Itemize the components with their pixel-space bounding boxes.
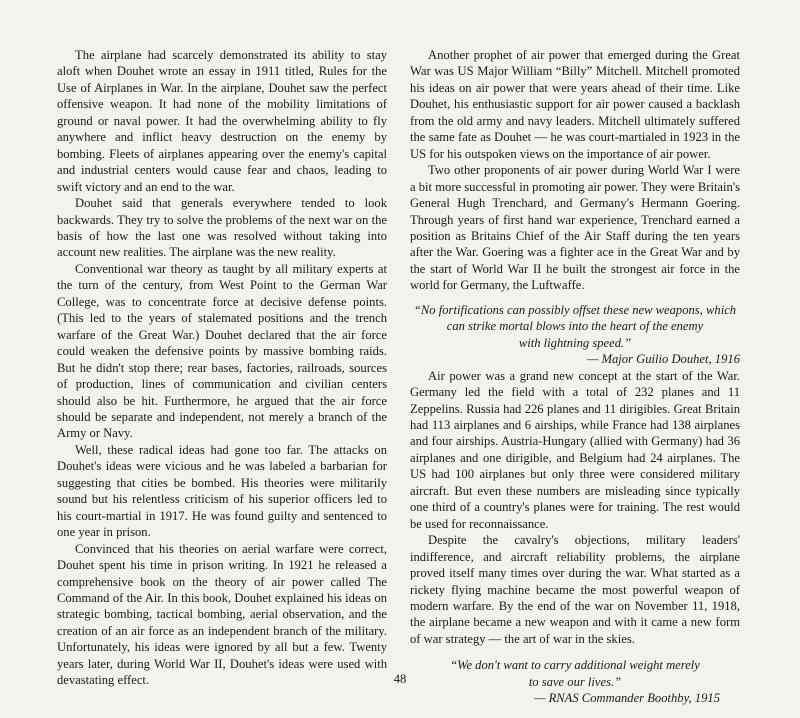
paragraph: Despite the cavalry's objections, military leaders' indifference, and aircraft reliability problems, the airplane proved itself many times over during the war. What started as a rickety flying machine became the most powerful weapon of modern warfare. By the end of the war on November 11, 1918, the airplane became a new weapon and with it came a new form of war strategy — the art of war in the skies. — [410, 533, 740, 646]
page-number: 48 — [393, 672, 407, 686]
quote-line: can strike mortal blows into the heart of the enemy — [446, 319, 704, 334]
quote-line: “We don't want to carry additional weight merely — [450, 658, 700, 673]
paragraph: Convinced that his theories on aerial warfare were correct, Douhet spent his time in prison writing. In 1921 he released a comprehensive book on the theory of air power called The Command of the Air. In this book, Douhet explained his ideas on strategic bombing, tactical bombing, aerial observation, and the creation of an air force as an independent branch of the military. Unfortunately, his ideas were ignored by all but a few. Twenty years later, during World War II, Douhet's ideas were used with devastating effect. — [57, 541, 387, 688]
quote-line: to save our lives.” — [528, 674, 622, 689]
quote-attribution: — Major Guilio Douhet, 1916 — [587, 352, 740, 367]
left-column — [57, 47, 387, 689]
right-column — [410, 47, 740, 707]
quote-line: “No fortifications can possibly offset these new weapons, which — [413, 302, 737, 317]
paragraph: Another prophet of air power that emerged during the Great War was US Major William “Billy” Mitchell. Mitchell promoted his ideas on air power that were years ahead of their time. Like Douhet, his enthusiastic support for air power caused a backlash from the old army and navy leaders. Mitchell ultimately suffered the same fate as Douhet — he was court-martialed in 1923 in the US for his outspoken views on the importance of air power. — [410, 48, 740, 161]
paragraph: Two other proponents of air power during World War I were a bit more successful in promoting air power. They were Britain's General Hugh Trenchard, and Germany's Hermann Goering. Through years of first hand war experience, Trenchard earned a position as Britains Chief of the Air Staff during the ten years after the War. Goering was a fighter ace in the Great War and by the start of World War II he built the strongest air force in the world for Germany, the Luftwaffe. — [410, 163, 740, 293]
paragraph: Conventional war theory as taught by all military experts at the turn of the century, from West Point to the German War College, was to concentrate force at decisive defense points. (This led to the years of stalemated positions and the trench warfare of the Great War.) Douhet declared that the air force could weaken the defensive points by massive bombing raids. But he didn't stop there; rear bases, factories, railroads, sources of production, lines of communication and civilian centers should also be hit. Furthermore, he argued that the air force should be separate and independent, not merely a branch of the Army or Navy. — [57, 261, 387, 441]
paragraph: Air power was a grand new concept at the start of the War. Germany led the field with a total of 232 planes and 11 Zeppelins. Russia had 226 planes and 11 dirigibles. Great Britain had 113 airplanes and 6 airships, while France had 138 airplanes and four airships. Austria-Hungary (allied with Germany) had 36 airplanes and one dirigible, and Belgium had 24 airplanes. The US had 100 airplanes but only three were considered military aircraft. But even these numbers are misleading since typically one third of a country's planes were for training. The rest would be used for reconnaissance. — [410, 368, 740, 531]
paragraph: Well, these radical ideas had gone too far. The attacks on Douhet's ideas were vicious and he was labeled a barbarian for suggesting that cities be bombed. His theories were militarily sound but his relentless criticism of his superior officers led to his court-martial in 1917. He was found guilty and sentenced to one year in prison. — [57, 442, 387, 540]
pull-quote-douhet — [410, 302, 740, 351]
paragraph: The airplane had scarcely demonstrated its ability to stay aloft when Douhet wrote an essay in 1911 titled, Rules for the Use of Airplanes in War. In the airplane, Douhet saw the perfect offensive weapon. It had none of the mobility limitations of ground or naval power. It had the overwhelming ability to fly anywhere and inflict heavy destruction on the enemy by bombing. Fleets of airplanes appearing over the enemy's capital and industrial centers would cause fear and chaos, leading to swift victory and an end to the war. — [57, 48, 387, 194]
quote-attribution: — RNAS Commander Boothby, 1915 — [534, 691, 720, 706]
paragraph: Douhet said that generals everywhere tended to look backwards. They try to solve the problems of the next war on the basis of how the last one was resolved without taking into account new realities. The airplane was the new reality. — [57, 196, 387, 260]
quote-line: with lightning speed.” — [518, 335, 632, 350]
